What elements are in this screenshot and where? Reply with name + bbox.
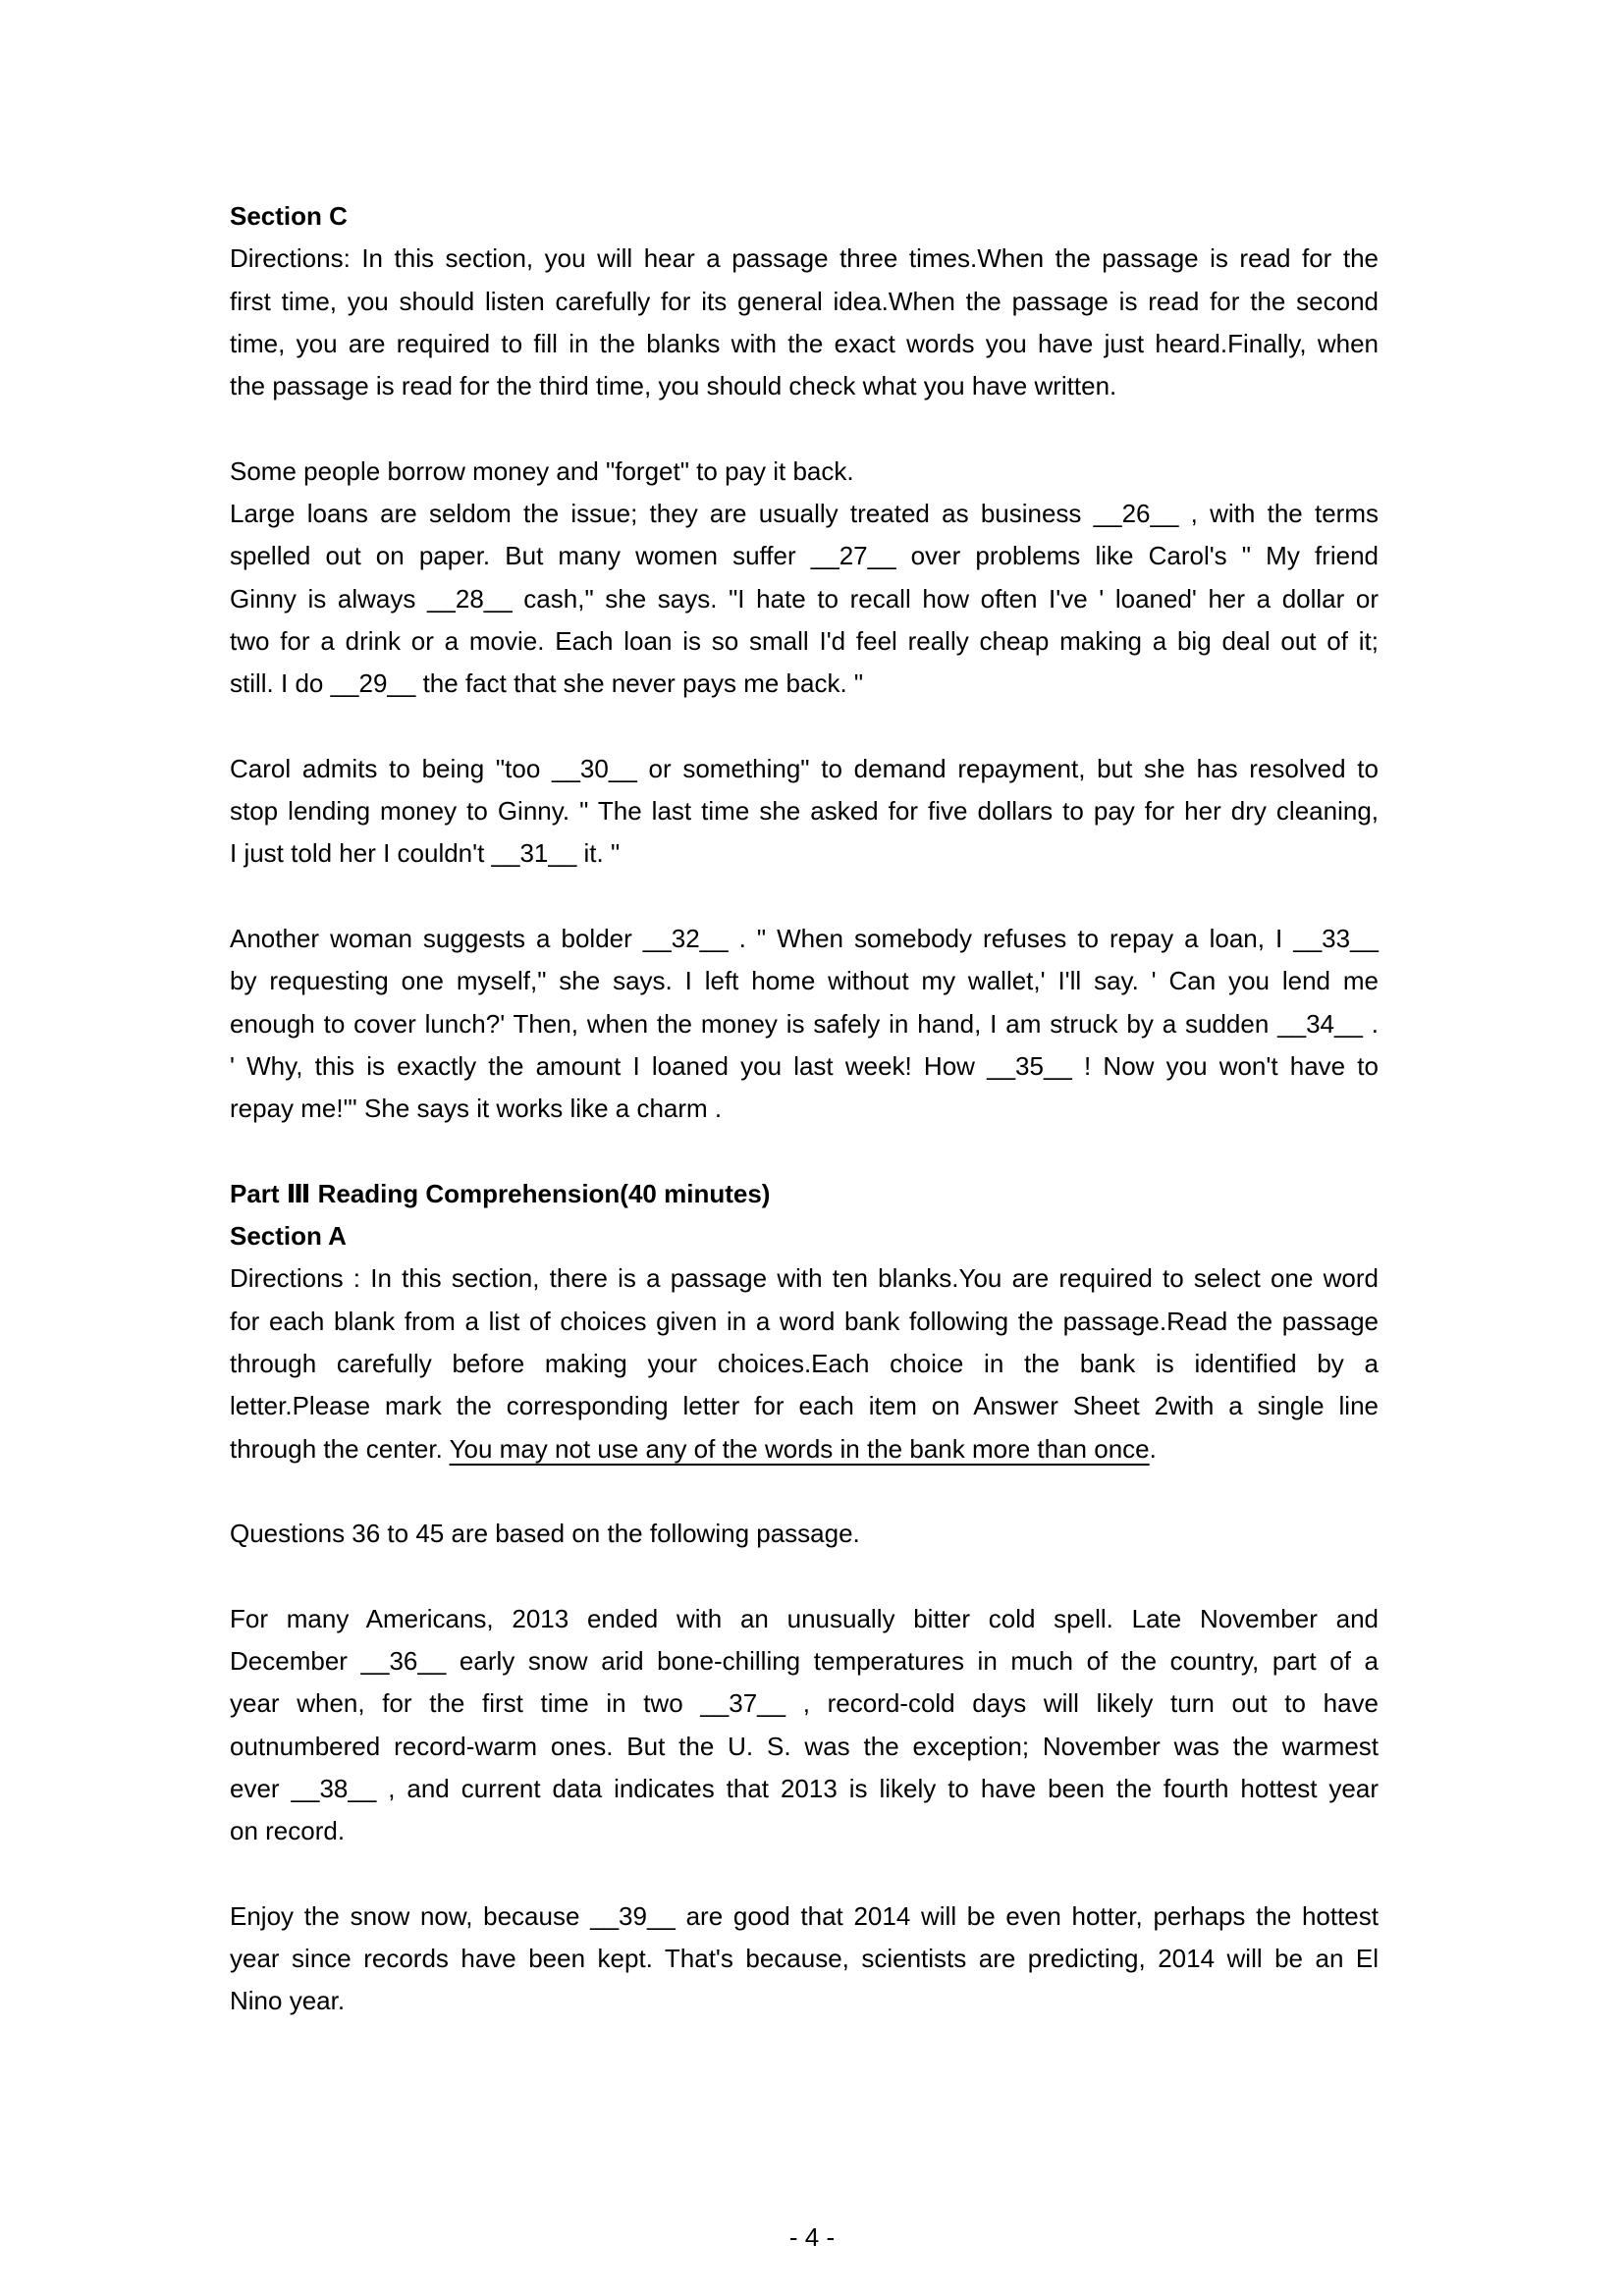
underlined-text: You may not use any of the words in the bank more than once [449,1433,1150,1464]
text-line: Some people borrow money and "forget" to pay it back. [230,455,854,486]
page-number: - 4 - [788,2222,836,2252]
text-line: Carol admits to being "too __30__ or something" to demand repayment, but she has resolved to [230,753,1379,783]
text-line: December __36__ early snow arid bone-chilling temperatures in much of the country, part of a [230,1646,1379,1677]
text-line: year when, for the first time in two __37__ , record-cold days will likely turn out to have [230,1688,1379,1719]
text-line: Ginny is always __28__ cash," she says. "I hate to recall how often I've ' loaned' her a dollar or [230,583,1379,614]
paragraph [230,451,1379,706]
text-line: Directions: In this section, you will hear a passage three times.When the passage is read for the [230,243,1379,274]
text-line: outnumbered record-warm ones. But the U. S. was the exception; November was the warmest [230,1731,1379,1761]
text-line: year since records have been kept. That's because, scientists are predicting, 2014 will be an El [230,1944,1379,1974]
text-line: letter.Please mark the corresponding letter for each item on Answer Sheet 2with a single line [230,1391,1379,1421]
text-line: I just told her I couldn't __31__ it. " [230,838,621,869]
text-line: still. I do __29__ the fact that she never pays me back. " [230,668,864,699]
text-line: Directions : In this section, there is a passage with ten blanks.You are required to select one word [230,1263,1379,1294]
section-heading: Section A [230,1221,347,1252]
paragraph-spacer [230,1556,1379,1598]
text-line: Nino year. [230,1986,346,2016]
text-line: spelled out on paper. But many women suffer __27__ over problems like Carol's " My friend [230,541,1379,571]
text-line: on record. [230,1816,346,1846]
paragraph [230,1896,1379,2023]
text-line: through carefully before making your choices.Each choice in the bank is identified by a [230,1349,1379,1379]
document-body [230,195,1379,2023]
text-line: ' Why, this is exactly the amount I loaned you last week! How __35__ ! Now you won't have to [230,1050,1379,1081]
text-line: For many Americans, 2013 ended with an unusually bitter cold spell. Late November and [230,1603,1379,1633]
paragraph [230,918,1379,1130]
paragraph-spacer [230,407,1379,450]
text-line: repay me!"' She says it works like a charm . [230,1094,723,1124]
text-line: by requesting one myself," she says. I left home without my wallet,' I'll say. ' Can you lend me [230,966,1379,996]
text-segment: through the center. [230,1433,450,1464]
text-line: for each blank from a list of choices given in a word bank following the passage.Read the passage [230,1306,1379,1336]
paragraph-spacer [230,876,1379,918]
text-segment: . [1149,1433,1157,1464]
text-line: enough to cover lunch?' Then, when the money is safely in hand, I am struck by a sudden __34__ . [230,1008,1379,1039]
paragraph [230,1173,1379,1470]
paragraph [230,748,1379,876]
section-heading: Section C [230,201,348,231]
text-line: Large loans are seldom the issue; they are usually treated as business __26__ , with the terms [230,499,1379,529]
paragraph [230,1598,1379,1853]
section-heading: Part Ⅲ Reading Comprehension(40 minutes) [230,1178,771,1208]
text-line: Another woman suggests a bolder __32__ . " When somebody refuses to repay a loan, I __33__ [230,924,1379,954]
text-line [230,1428,1379,1470]
paragraph-spacer [230,1470,1379,1513]
text-line: the passage is read for the third time, you should check what you have written. [230,371,1117,401]
paragraph [230,195,1379,407]
text-line: Enjoy the snow now, because __39__ are good that 2014 will be even hotter, perhaps the hottest [230,1900,1379,1931]
text-line: stop lending money to Ginny. " The last time she asked for five dollars to pay for her dry cleaning, [230,796,1379,827]
paragraph-spacer [230,1853,1379,1896]
text-line: time, you are required to fill in the blanks with the exact words you have just heard.Finally, when [230,328,1379,358]
text-line: ever __38__ , and current data indicates that 2013 is likely to have been the fourth hottest year [230,1773,1379,1803]
text-line: first time, you should listen carefully for its general idea.When the passage is read for the second [230,286,1379,316]
paragraph [230,1513,1379,1555]
text-line: Questions 36 to 45 are based on the following passage. [230,1519,860,1549]
paragraph-spacer [230,706,1379,748]
text-line: two for a drink or a movie. Each loan is so small I'd feel really cheap making a big deal out of it; [230,625,1379,656]
paragraph-spacer [230,1131,1379,1173]
